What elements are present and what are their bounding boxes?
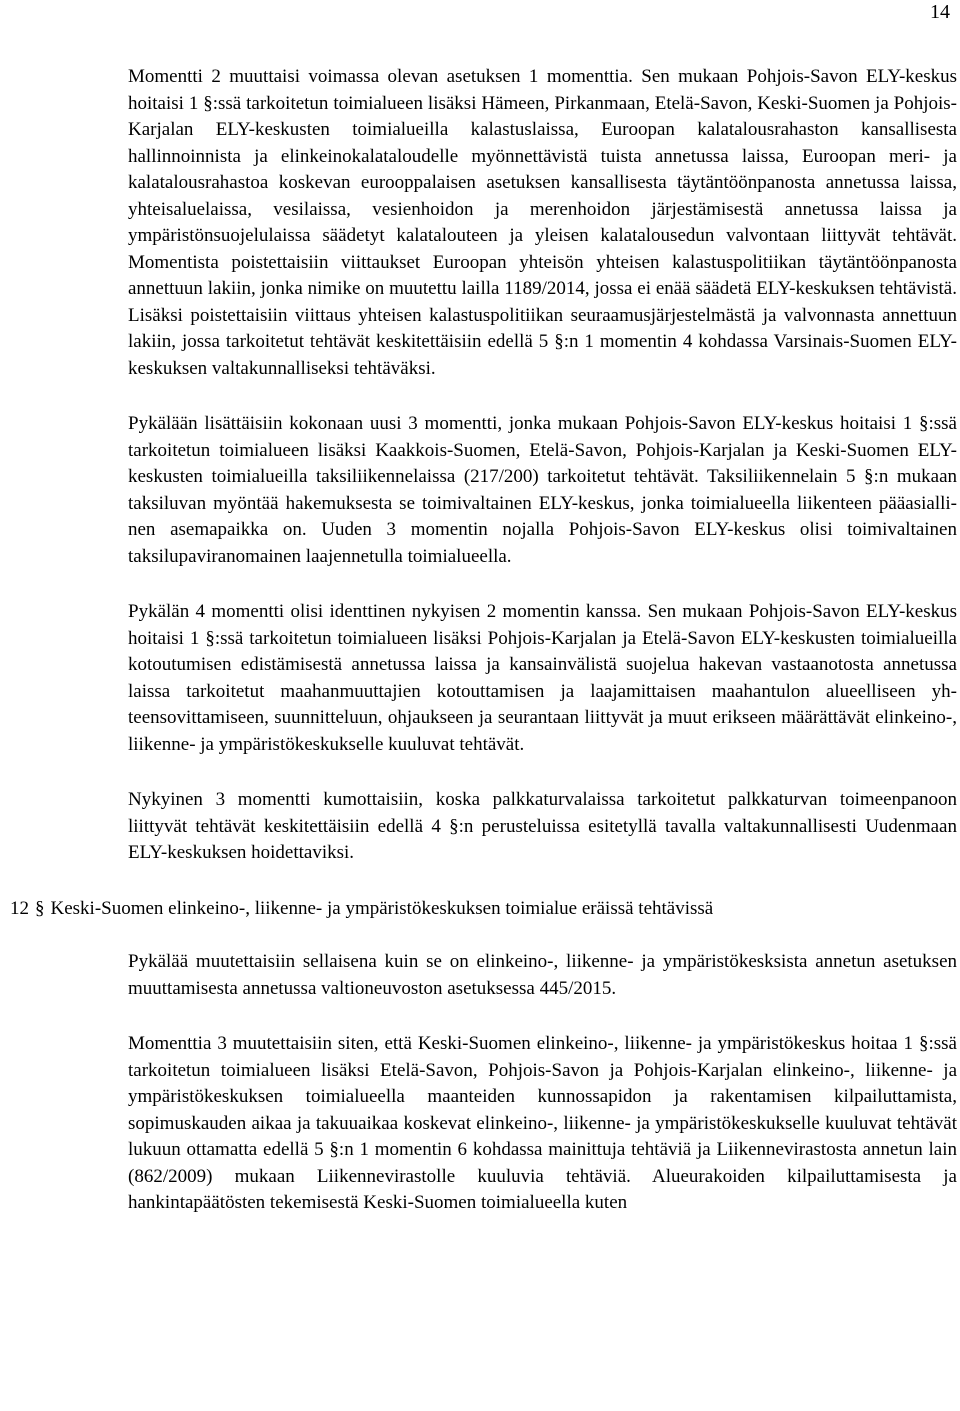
section-heading [0,896,957,923]
paragraph-4-momentti: Pykälän 4 momentti olisi identtinen nykyisen 2 momentin kanssa. Sen mukaan Pohjois-Savon ELY-keskus hoitaisi 1 §:ssä tarkoitetun toimialueen lisäksi Pohjois-Karjalan ja Etelä-Savon ELY-keskusten toimialueilla kotoutumisen edistämisestä annetussa laissa ja kansainvälistä suojelua hakevan vastaanotosta annetussa laissa tarkoitetut maahanmuuttajien kotouttamisen ja laajamittaisen maahantulon alueelliseen yhteensovittamiseen, suunnitteluun, ohjaukseen ja seurantaan liittyvät ja muut erikseen määrättävät elinkeino-, liikenne- ja ympäristökeskukselle kuuluvat tehtävät. [128,601,957,755]
paragraph-momenttia-3: Momenttia 3 muutettaisiin siten, että Keski-Suomen elinkeino-, liikenne- ja ympäristökeskus hoitaa 1 §:ssä tarkoitetun toimialueen lisäksi Etelä-Savon, Pohjois-Savon ja Pohjois-Karjalan elinkeino-, liikenne- ja ympäristökeskuksen toimialueella maanteiden kunnossapidon ja rakentamisen kilpailuttamista, sopimuskauden aikaa ja takuuaikaa koskevat elinkeino-, liikenne- ja ympäristökeskukselle kuuluvat tehtävät lukuun ottamatta edellä 5 §:n 1 momentin 6 kohdassa mainittuja tehtäviä ja Liikennevirastosta annetun lain (862/2009) mukaan Liikennevirastolle kuuluvia tehtäviä. Alueurakoiden kilpailuttamisesta ja hankintapäätösten tekemisestä Keski-Suomen toimialueella kuten [128,1033,957,1213]
paragraph-momentti-2: Momentti 2 muuttaisi voimassa olevan asetuksen 1 momenttia. Sen mukaan Pohjois-Savon ELY-keskus hoitaisi 1 §:ssä tarkoitetun toimialueen lisäksi Hämeen, Pirkanmaan, Etelä-Savon, Keski-Suomen ja Pohjois-Karjalan ELY-keskusten toimialueilla kalastuslaissa, Euroopan kalatalousrahaston kansallisesta hallinnoinnista ja elinkeinokalataloudelle myönnettävistä tuista annetussa laissa, Euroopan meri- ja kalatalousrahastoa koskevan eurooppalaisen asetuksen kansallisesta täytäntöönpanosta annetussa laissa, yhteisaluelaissa, vesilaissa, vesienhoidon ja merenhoidon järjestämisestä annetussa laissa ja ympäristönsuojelulaissa säädetyt kalatalouteen ja yleisen kalatalousedun valvontaan liittyvät tehtävät. Momentista poistettaisiin viittaukset Euroopan yhteisön yhteisen kalastuspolitiikan täytäntöönpanosta annettuun lakiin, jonka nimike on muutettu lailla 1189/2014, jossa ei enää säädetä ELY-keskuksen tehtävistä. Lisäksi poistettaisiin viittaus yhteisen kalastuspolitiikan seuraamusjärjestelmästä ja valvonnasta annettuun lakiin, jossa tarkoitetut tehtävät keskitettäisiin edellä 5 §:n 1 momentin 4 kohdassa Varsinais-Suomen ELY-keskuksen valtakunnalliseksi tehtäväksi. [128,66,957,379]
paragraph-nykyinen-3-momentti: Nykyinen 3 momentti kumottaisiin, koska palkkaturvalaissa tarkoitetut palkkaturvan toimeenpanoon liittyvät tehtävät keskitettäisiin edellä 4 §:n perusteluissa esitetyllä tavalla valtakunnallisesti Uudenmaan ELY-keskuksen hoidettaviksi. [128,789,957,863]
section-number: 12 [10,897,29,919]
document-body [10,64,957,1246]
section-sign: § [35,897,45,919]
paragraph-uusi-3-momentti: Pykälään lisättäisiin kokonaan uusi 3 momentti, jonka mukaan Pohjois-Savon ELY-keskus hoitaisi 1 §:ssä tarkoitetun toimialueen lisäksi Kaakkois-Suomen, Etelä-Savon, Pohjois-Karjalan ja Keski-Suomen ELY-keskusten toimialueilla taksiliikennelaissa (217/200) tarkoitetut tehtävät. Taksiliikennelain 5 §:n mukaan taksiluvan myöntää hakemuksesta se toimivaltainen ELY-keskus, jonka toimialueella liikenteen pääasiallinen asemapaikka on. Uuden 3 momentin nojalla Pohjois-Savon ELY-keskus olisi toimivaltainen taksilupaviranomainen laajennetulla toimialueella. [128,413,957,567]
section-title: Keski-Suomen elinkeino-, liikenne- ja ympäristökeskuksen toimialue eräissä tehtävissä [50,897,714,919]
paragraph-pykalaa-muutettaisiin: Pykälää muutettaisiin sellaisena kuin se on elinkeino-, liikenne- ja ympäristökesksista annetun asetuksen muuttamisesta annetussa valtioneuvoston asetuksessa 445/2015. [128,951,957,999]
page-number: 14 [930,1,950,23]
